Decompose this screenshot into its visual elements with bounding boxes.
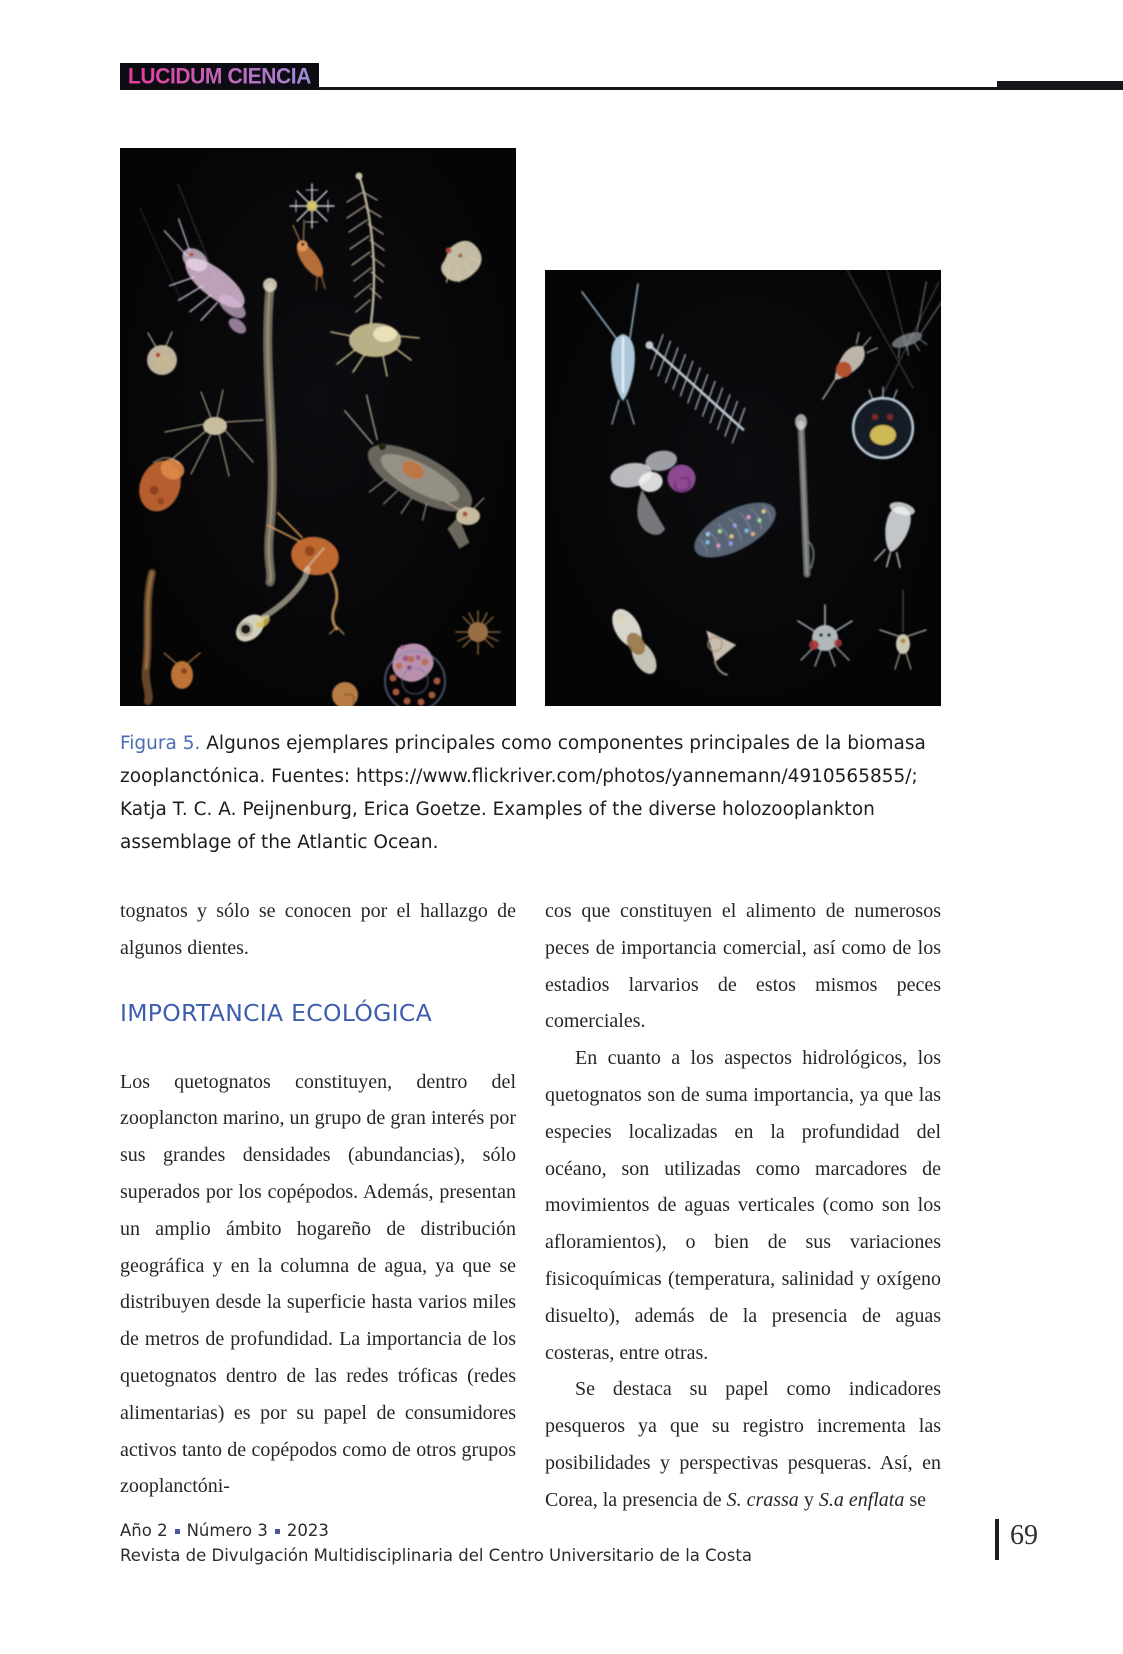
species-name: S. crassa: [726, 1488, 799, 1511]
zooplankton-illustration-right: [545, 270, 941, 706]
issue-info: [120, 1521, 329, 1540]
arrow-worm-icon: [263, 278, 277, 582]
masthead-title: LUCIDUM CIENCIA: [128, 63, 311, 89]
bullet-square-icon: [175, 1529, 180, 1534]
shrimp-icon: [313, 390, 508, 552]
paragraph-text: Se destaca su papel como indicadores pesqueros ya que su registro incrementa las posibilidades y perspectivas pesqueras. Así, en Corea, la presencia de: [545, 1378, 941, 1511]
worm-icon: [146, 573, 152, 701]
species-name: S.a enflata: [818, 1488, 905, 1511]
copepod-icon: [164, 653, 200, 689]
figure-label: Figura 5.: [120, 733, 201, 754]
crab-larva-icon: [331, 323, 419, 376]
issue-date: 2023: [286, 1521, 329, 1540]
shrimp-icon: [135, 217, 275, 347]
paragraph: En cuanto a los aspectos hidrológicos, los quetognatos son de suma importancia, ya que las especies localizadas en la profundidad del océano, son utilizadas como marcadores de movimientos de aguas verticales (como son los afloramientos), o bien de sus variaciones fisicoquímicas (temperatura, salinidad y oxígeno disuelto), además de la presencia de aguas costeras, entre otras.: [545, 1047, 941, 1364]
amphipod-icon: [435, 237, 486, 285]
copepod-icon: [147, 332, 177, 375]
sea-butterfly-icon: [607, 446, 704, 542]
isopod-icon: [686, 491, 784, 569]
masthead-logo: [120, 63, 319, 90]
zooplankton-illustration-left: [120, 148, 516, 706]
paragraph: [545, 1371, 941, 1518]
zooplankton-photo-right: [545, 270, 941, 706]
bullet-square-icon: [275, 1529, 280, 1534]
polychaete-icon: [347, 173, 384, 324]
snail-icon: [332, 682, 358, 706]
trochophore-icon: [853, 387, 913, 458]
paragraph-continuation: cos que constituyen el alimento de numerosos peces de importancia comercial, así como de los estadios larvarios de estos mismos peces comerciales.: [545, 900, 941, 1033]
page-number: 69: [1010, 1520, 1038, 1551]
polychaete-icon: [635, 330, 755, 443]
copepod-icon: [880, 590, 926, 669]
paragraph-continuation: tognatos y sólo se conocen por el hallazgo de algunos dientes.: [120, 900, 516, 959]
snail-larva-icon: [699, 630, 737, 675]
copepod-icon: [582, 284, 638, 424]
figure-caption-text: Algunos ejemplares principales como componentes principales de la biomasa zooplanctónica. Fuentes: https://www.flickriver.com/photos/yannemann/4910565855/; Katja T. C. A. Peijnenburg, Erica Goetze. Examples of the diverse holozooplankton assemblage of the Atlantic Ocean.: [120, 733, 926, 853]
paragraph-text: se: [904, 1488, 927, 1511]
right-column: [545, 893, 941, 1519]
paragraph-text: y: [798, 1488, 819, 1511]
copepod-icon: [132, 451, 189, 517]
page-number-divider: [995, 1519, 999, 1560]
zooplankton-photo-left: [120, 148, 516, 706]
shrimp-icon: [278, 219, 343, 294]
larva-icon: [874, 500, 916, 570]
radiolarian-icon: [290, 184, 334, 228]
arrow-worm-icon: [795, 414, 814, 574]
issue-number: Número 3: [186, 1521, 268, 1540]
krill-icon: [876, 276, 941, 359]
figure-caption: [120, 727, 956, 859]
urchin-icon: [456, 611, 500, 654]
section-heading-importancia-ecologica: IMPORTANCIA ECOLÓGICA: [120, 998, 432, 1027]
issue-year: Año 2: [120, 1521, 168, 1540]
journal-name: Revista de Divulgación Multidisciplinaria del Centro Universitario de la Costa: [120, 1546, 752, 1565]
paragraph: Los quetognatos constituyen, dentro del zooplancton marino, un grupo de gran interés por sus grandes densidades (abundancias), sólo superados por los copépodos. Además, presentan un amplio ámbito hogareño de distribución geográfica y en la columna de agua, ya que se distribuyen desde la superficie hasta varios miles de metros de profundidad. La importancia de los quetognatos dentro de las redes tróficas (redes alimentarias) es por su papel de consumidores activos tanto de copépodos como de otros grupos zooplanctóni-: [120, 1070, 516, 1498]
header-rule-thick: [997, 81, 1123, 90]
pteropod-icon: [606, 604, 663, 679]
left-column: [120, 893, 516, 1505]
zoea-larva-icon: [798, 605, 852, 666]
tintinnid-icon: [811, 330, 880, 405]
